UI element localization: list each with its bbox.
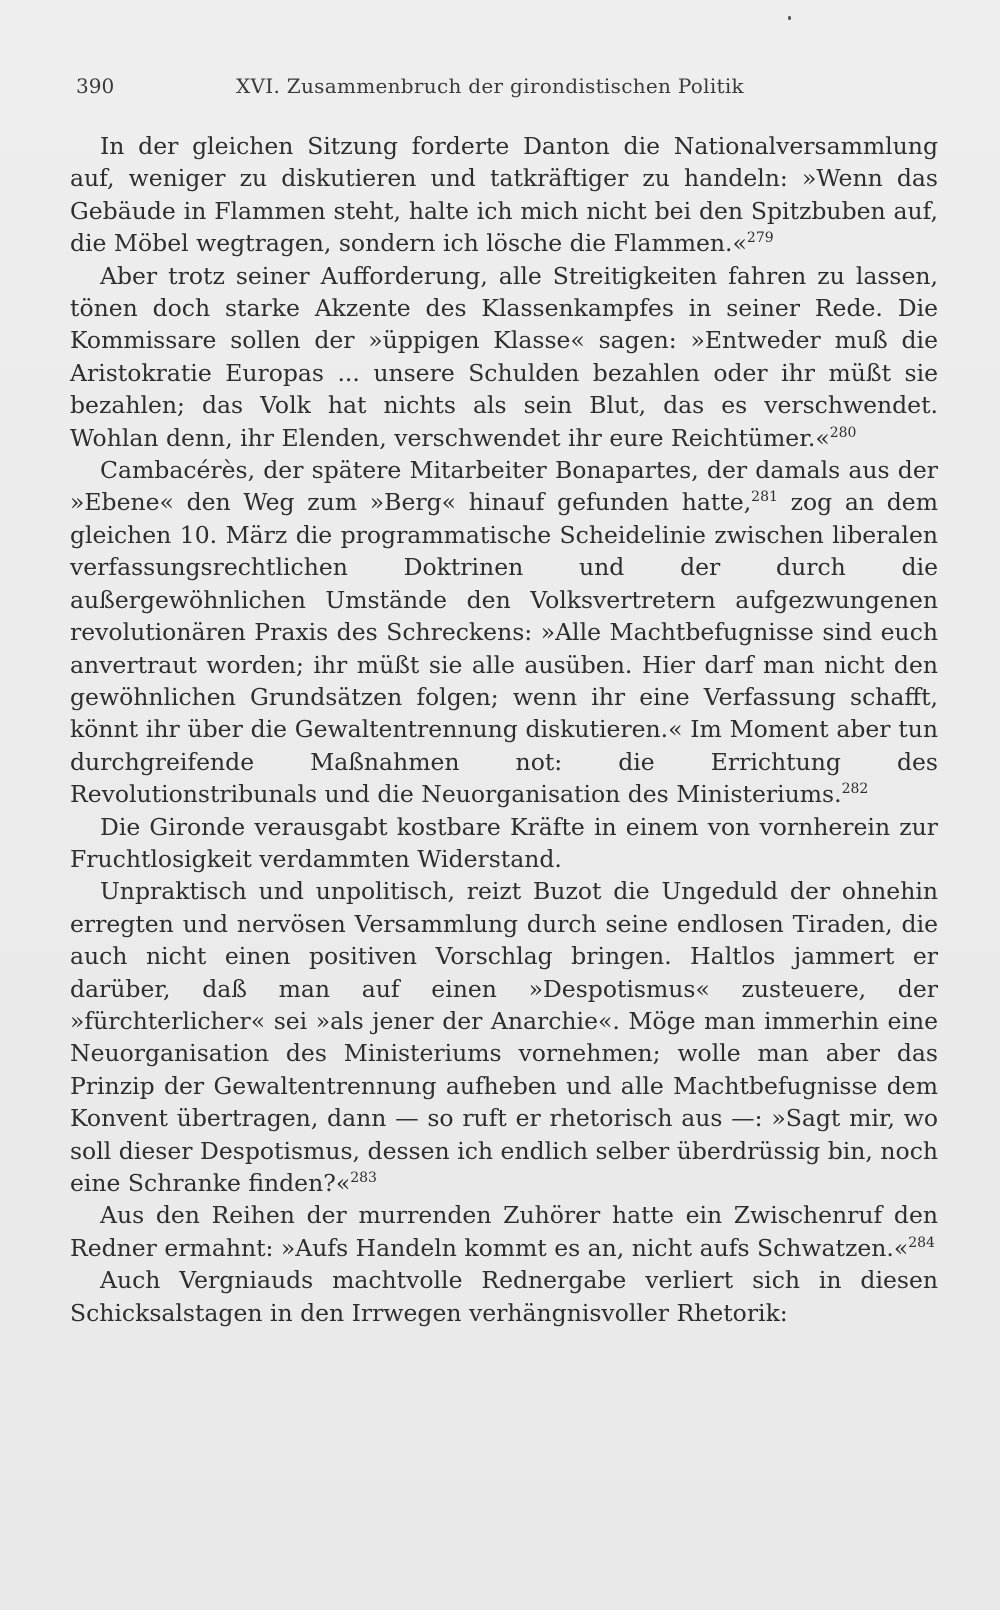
footnote-ref-280: 280 — [829, 424, 857, 441]
paragraph-text: Auch Vergniauds machtvolle Rednergabe verliert sich in diesen Schicksalstagen in den Irrwegen verhängnisvoller Rhetorik: — [70, 1266, 938, 1327]
footnote-ref-282: 282 — [841, 781, 869, 798]
footnote-ref-281: 281 — [751, 489, 778, 506]
paragraph-text: Unpraktisch und unpolitisch, reizt Buzot die Ungeduld der ohnehin erregten und nervösen Versammlung durch seine endlosen Tiraden, die auch nicht einen positiven Vorschlag bringen. Haltlos jammert er darüber, daß man auf einen »Despotismus« zusteuere, der »fürchterlicher« sei »als jener der Anarchie«. Möge man immerhin eine Neuorganisation des Ministeriums vornehmen; wolle man aber das Prinzip der Gewaltentrennung aufheben und alle Machtbefugnisse dem Konvent übertragen, dann — so ruft er rhetorisch aus —: »Sagt mir, wo soll dieser Despotismus, dessen ich endlich selber überdrüssig bin, noch eine Schranke finden?« — [70, 877, 938, 1197]
paragraph-6 — [70, 1199, 938, 1264]
paragraph-text: Aber trotz seiner Aufforderung, alle Streitigkeiten fahren zu lassen, tönen doch starke Akzente des Klassenkampfes in seiner Rede. Die Kommissare sollen der »üppigen Klasse« sagen: »Entweder muß die Aristokratie Europas ... unsere Schulden bezahlen oder ihr müßt sie bezahlen; das Volk hat nichts als sein Blut, das es verschwendet. Wohlan denn, ihr Elenden, verschwendet ihr eure Reichtümer.« — [70, 261, 938, 452]
footnote-ref-283: 283 — [350, 1170, 377, 1186]
paragraph-5 — [70, 875, 938, 1199]
paragraph-text: In der gleichen Sitzung forderte Danton die Nationalversammlung auf, weniger zu diskutieren und tatkräftiger zu handeln: »Wenn das Gebäude in Flammen steht, halte ich mich nicht bei den Spitzbuben auf, die Möbel wegtragen, sondern ich lösche die Flammen.« — [70, 132, 938, 258]
paragraph-text: Aus den Reihen der murrenden Zuhörer hatte ein Zwischenruf den Redner ermahnt: »Aufs Handeln kommt es an, nicht aufs Schwatzen.« — [70, 1201, 938, 1262]
paragraph-2 — [70, 260, 938, 454]
paragraph-1 — [70, 130, 938, 260]
footnote-ref-279: 279 — [746, 230, 774, 247]
paragraph-3 — [70, 454, 938, 810]
print-speck — [788, 16, 791, 20]
paragraph-text: Cambacérès, der spätere Mitarbeiter Bonapartes, der damals aus der »Ebene« den Weg zum »Berg« hinauf gefunden hatte, — [70, 456, 938, 517]
paragraph-text: Die Gironde verausgabt kostbare Kräfte in einem von vornherein zur Fruchtlosigkeit verdammten Widerstand. — [70, 812, 938, 873]
page-header — [76, 70, 940, 110]
paragraph-text: zog an dem gleichen 10. März die programmatische Scheidelinie zwischen liberalen verfassungsrechtlichen Doktrinen und der durch die außergewöhnlichen Umstände den Volksvertretern aufgezwungenen revolutionären Praxis des Schreckens: »Alle Machtbefugnisse sind euch anvertraut worden; ihr müßt sie alle ausüben. Hier darf man nicht den gewöhnlichen Grundsätzen folgen; wenn ihr eine Verfassung schafft, könnt ihr über die Gewaltentrennung diskutieren.« Im Moment aber tun durchgreifende Maßnahmen not: die Errichtung des Revolutionstribunals und die Neuorganisation des Ministeriums. — [70, 488, 938, 809]
paragraph-7 — [70, 1264, 938, 1329]
running-title: XVI. Zusammenbruch der girondistischen Politik — [236, 74, 744, 98]
page-number: 390 — [76, 74, 115, 98]
body-text — [70, 130, 938, 1329]
footnote-ref-284: 284 — [908, 1234, 935, 1251]
paragraph-4 — [70, 811, 938, 876]
